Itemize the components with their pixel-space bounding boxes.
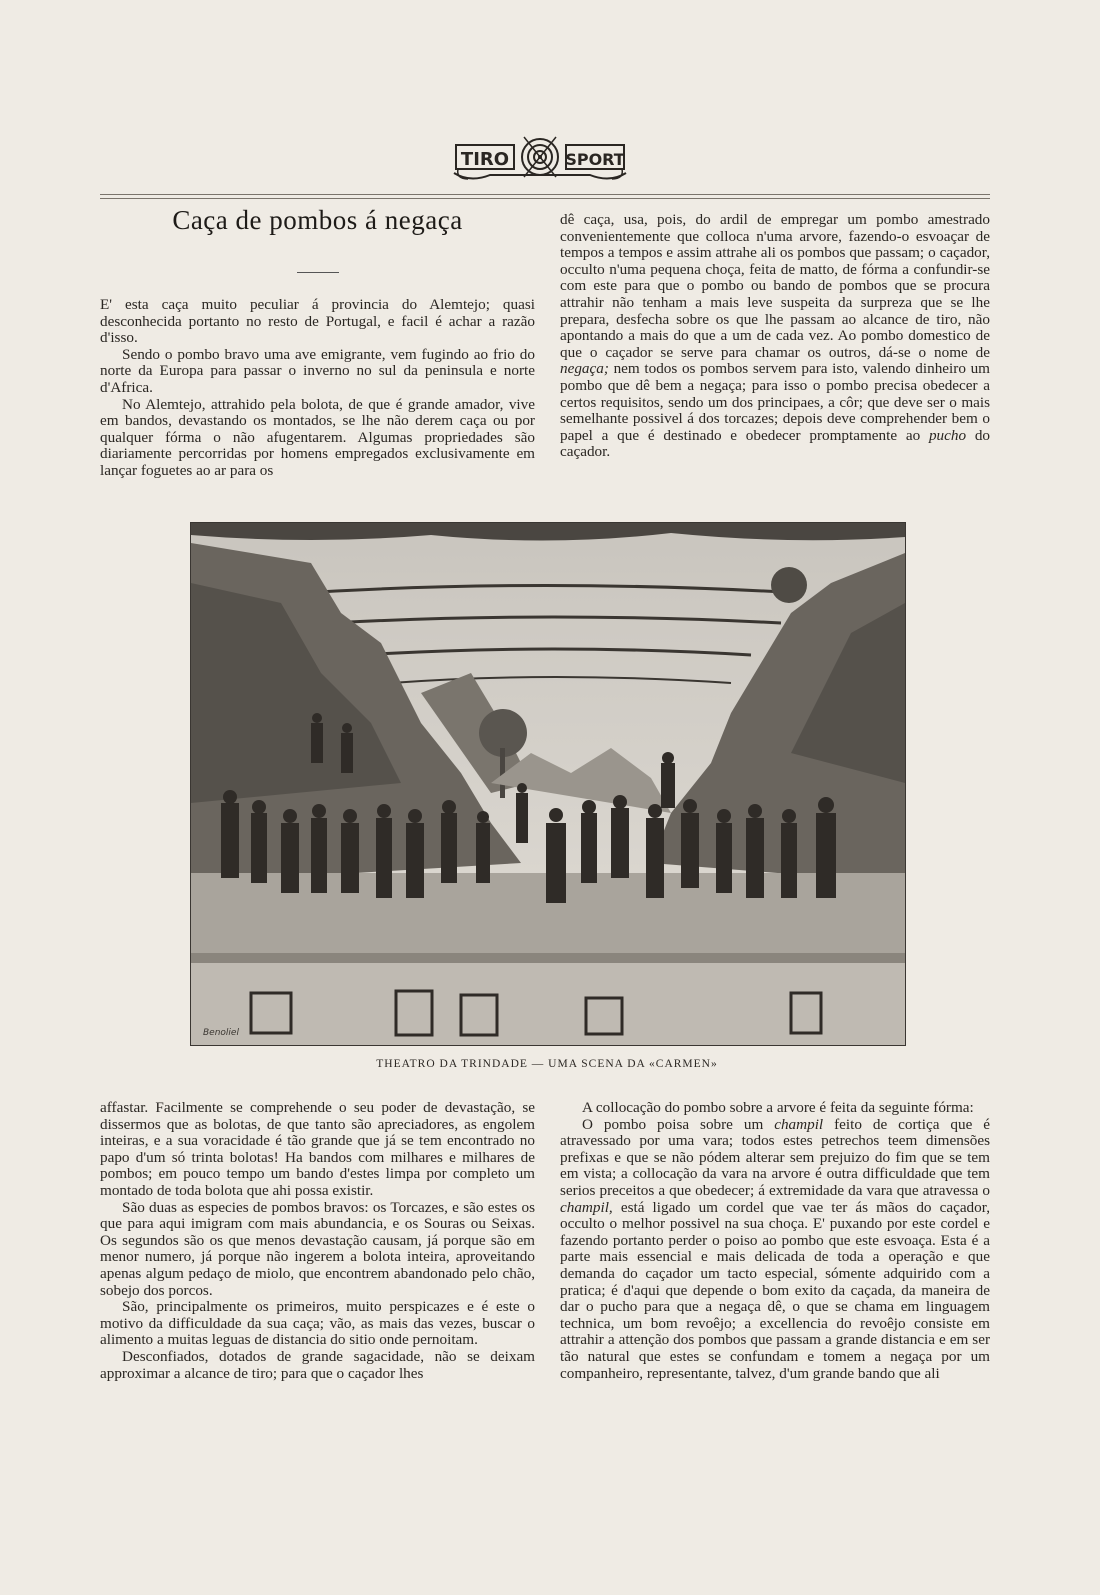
term-pucho: pucho [928,426,967,444]
photographer-signature: Benoliel [203,1028,239,1038]
paragraph: Sendo o pombo bravo uma ave emigrante, vem fugindo ao frio do norte da Europa para passar o inverno no sul da peninsula e norte d'Africa. [100,345,535,396]
column-top-left [100,297,535,480]
svg-text:SPORT: SPORT [565,150,625,169]
paragraph: A collocação do pombo sobre a arvore é feita da seguinte fórma: [582,1099,974,1116]
title-divider [297,272,339,273]
masthead-logo [450,133,630,185]
paragraph: affastar. Facilmente se comprehende o seu poder de devastação, se dissermos que as bolotas, de que tanto são apreciadores, as engolem inteiras, e a sua voracidade é tão grande que já se tem encontrado no papo d'um só trinta bolotas! Ha bandos com milhares e milhares de pombos; em pouco tempo um bando d'estes limpa por completo um montado de toda bolota que ahi possa existir. [100,1099,535,1199]
text-run: O pombo poisa sobre um [582,1115,775,1133]
text-run: feito de cortiça que é atravessado por uma vara; todos estes petrechos teem dimensões prefixas e que se não pódem alterar sem prejuizo do fim que se tem em vista; a collocação da vara na arvore é outra difficuldade que tem serios preceitos a que obedecer; á extremidade da vara que atravessa o [560,1115,990,1199]
header-rule-bottom [100,198,990,199]
header-rule-top [100,194,990,195]
photo-caption: THEATRO DA TRINDADE — UMA SCENA DA «CARMEN» [376,1058,718,1070]
text-run: nem todos os pombos servem para isto, valendo dinheiro um pombo que dê bem a negaça; para isso o pombo precisa obedecer a certos requisitos, sendo um dos principaes, a côr; que deve ser o mais semelhante possivel á dos torcazes; depois deve comprehender bem o papel a que é destinado e obedecer promptamente ao [560,360,990,444]
paragraph: São, principalmente os primeiros, muito perspicazes e é este o motivo da difficuldade da sua caça; vão, as mais das vezes, buscar o alimento a muitas leguas de distancia do sitio onde pernoitam. [100,1298,535,1349]
paragraph: Desconfiados, dotados de grande sagacidade, não se deixam approximar a alcance de tiro; para que o caçador lhes [100,1347,535,1382]
column-bottom-right [560,1100,990,1382]
theatre-photograph [190,522,906,1046]
paragraph: São duas as especies de pombos bravos: os Torcazes, e são estes os que para aqui imigram com mais abundancia, e os Souras ou Seixas. Os segundos são os que menos devastação causam, já porque são em menor numero, já porque não ingerem a bolota inteira, aproveitando apenas algum pedaço de miolo, que encontrem abandonado pelo chão, sobejo dos porcos. [100,1198,535,1299]
paragraph: No Alemtejo, attrahido pela bolota, de que é grande amador, vive em bandos, devastando os montados, se lhe não derem caça ou por qualquer fórma o não afugentarem. Algumas propriedades são diariamente percorridas por homens empregados exclusivamente em lançar foguetes ao ar para os [100,395,535,479]
stage-scene-illustration [191,523,905,1045]
paragraph [560,212,990,461]
text-run: dê caça, usa, pois, do ardil de empregar um pombo amestrado convenientemente que colloca n'uma arvore, fazendo-o esvoaçar de tempos a tempos e assim attrahe ali os pombos que passam; o caçador, occulto n'uma pequena choça, feita de matto, de fórma a confundir-se com este para que o pombo ou bando de pombos que se procura attrahir não tenham a mais leve suspeita da surpreza que se lhe prepara, desfecha sobre os que lhe passam ao alcance de tiro, não apontando a mais do que a um de cada vez. Ao pombo domestico de que o caçador se serve para chamar os outros, dá-se o nome de [560,211,990,361]
term-champil: champil [774,1115,824,1133]
term-negaca: negaça; [560,360,609,378]
column-top-right [560,212,990,461]
svg-text:TIRO: TIRO [460,149,510,170]
paragraph [560,1117,990,1383]
text-run: do caçador. [560,426,991,461]
article-title: Caça de pombos á negaça [172,205,463,235]
text-run: está ligado um cordel que vae ter ás mãos do caçador, occulto o melhor possivel na sua choça. E' puxando por este cordel e fazendo portanto perder o poiso ao pombo que este esvoaça. Esta é a parte mais essencial e mais delicada de toda a operação e que demanda do caçador um tacto especial, sómente adquirido com a pratica; é d'aqui que depende o bom exito da caçada, da maneira de dar o pucho para que a negaça dê, o que se chama em linguagem technica, um bom revoêjo; a excellencia do revoêjo consiste em attrahir a attenção dos pombos que passam a grande distancia e em ser tão natural que estes se confundam e tomem a negaça por um companheiro, representante, talvez, d'um grande bando que ali [560,1198,990,1382]
term-champil: champil, [560,1198,613,1216]
paragraph: E' esta caça muito peculiar á provincia do Alemtejo; quasi desconhecida portanto no resto de Portugal, e facil é achar a razão d'isso. [100,296,535,347]
column-bottom-left [100,1100,535,1382]
